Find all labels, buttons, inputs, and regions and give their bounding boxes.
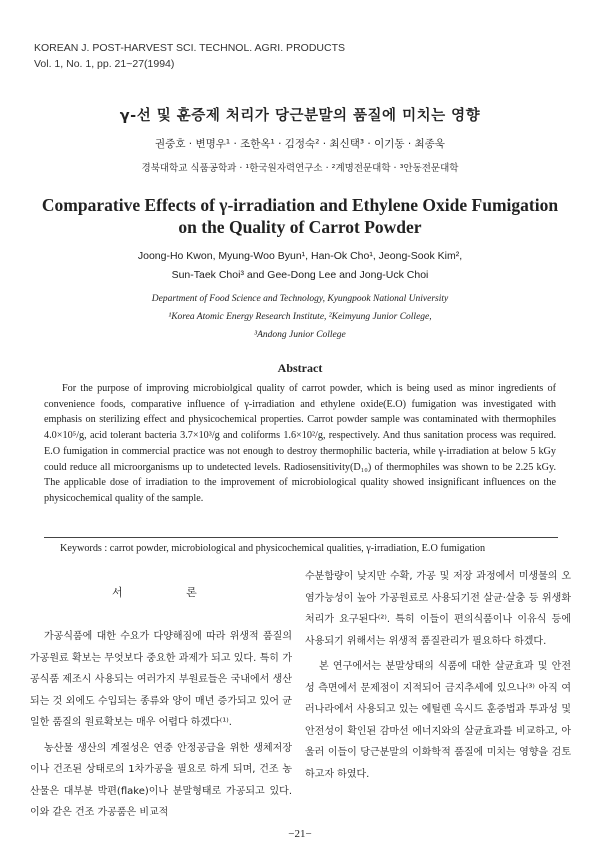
english-affil-line3: ³Andong Junior College [254, 330, 346, 340]
body-paragraph: 수분함량이 낮지만 수확, 가공 및 저장 과정에서 미생물의 오염가능성이 높아 가공원료로 사용되기전 살균·살충 등 위생화 처리가 요구된다⁽²⁾. 특히 이들이 편의식품이나 이유식 등에 사용되기 위해서는 위생적 품질관리가 필요하다 하겠다. [305, 571, 571, 647]
body-paragraph: 본 연구에서는 분말상태의 식품에 대한 살균효과 및 안전성 측면에서 문제점이 지적되어 금지추세에 있으나⁽³⁾ 아직 여러나라에서 사용되고 있는 에틸렌 옥시드 훈증법과 투과성 및 안전성이 확인된 감마선 에너지와의 살균효과를 비교하고, 아울러 이들이 당근분말의 이화학적 품질에 미치는 영향을 검토하고자 하였다. [305, 661, 571, 780]
body-column-right [305, 566, 571, 785]
abstract-heading: Abstract [277, 361, 323, 375]
english-title [40, 194, 560, 238]
korean-affiliations: 경북대학교 식품공학과 · ¹한국원자력연구소 · ²계명전문대학 · ³안동전문대학 [141, 163, 459, 174]
journal-name: KOREAN J. POST-HARVEST SCI. TECHNOL. AGRI. PRODUCTS [34, 42, 345, 54]
english-affiliations [0, 290, 600, 344]
page-number: −21− [288, 828, 312, 840]
body-column-left [30, 626, 292, 824]
journal-volume: Vol. 1, No. 1, pp. 21~27(1994) [34, 58, 175, 70]
journal-header [34, 40, 345, 72]
keywords: Keywords : carrot powder, microbiological and physicochemical qualities, γ-irradiation, E.O fumigation [60, 543, 486, 554]
keywords-divider [44, 537, 558, 538]
body-paragraph: 농산물 생산의 계절성은 연중 안정공급을 위한 생체저장이나 건조된 상태로의 1차가공을 필요로 하게 되며, 건조 농산물은 대부분 박편(flake)이나 분말형태로 가공되고 있다. 이와 같은 건조 가공품은 비교적 [30, 742, 292, 818]
abstract-text: For the purpose of improving microbiolgical quality of carrot powder, which is being used as minor ingredients of convenience foods, comparative influence of γ-irradiation and ethylene oxide(E.O) fumigation was investigated with emphasis on sterilizing effect and physicochemical properties. Carrot powder sample was contaminated with thermophiles 4.0×10⁵/g, acid tolerant bacteria 3.7×10³/g and coliforms 1.6×10²/g, respectively. And thus sanitation process was required. E.O fumigation in commercial practice was not enough to destroy thermophilic bacteria, while γ-irradiation at below 5 kGy could reduce all microorganisms up to undetected levels. Radiosensitivity(D₁₀) of thermophiles was shown to be 2.25 kGy. The applicable dose of irradiation to the improvement of microbiological quality showed insignificant influences on the physicochemical quality of the sample. [44, 383, 556, 504]
english-title-line2: on the Quality of Carrot Powder [178, 217, 422, 237]
english-authors [0, 247, 600, 285]
english-title-line1: Comparative Effects of γ-irradiation and Ethylene Oxide Fumigation [41, 195, 559, 215]
korean-authors: 권중호 · 변명우¹ · 조한옥¹ · 김정숙² · 최신택³ · 이기동 · 최종욱 [155, 138, 445, 150]
section-heading-introduction: 서 론 [112, 586, 227, 599]
english-authors-line2: Sun-Taek Choi³ and Gee-Dong Lee and Jong-Uck Choi [171, 269, 429, 281]
english-affil-line2: ¹Korea Atomic Energy Research Institute, ²Keimyung Junior College, [168, 312, 432, 322]
body-paragraph: 가공식품에 대한 수요가 다양해짐에 따라 위생적 품질의 가공원료 확보는 무엇보다 중요한 과제가 되고 있다. 특히 가공식품 제조시 사용되는 여러가지 부원료들은 국내에서 생산되는 것 외에도 수입되는 종류와 양이 매년 증가되고 있어 균일한 품질의 원료확보는 매우 어렵다 하겠다⁽¹⁾. [30, 631, 292, 728]
english-authors-line1: Joong-Ho Kwon, Myung-Woo Byun¹, Han-Ok Cho¹, Jeong-Sook Kim², [137, 250, 463, 262]
korean-title: γ-선 및 훈증제 처리가 당근분말의 품질에 미치는 영향 [119, 108, 481, 124]
english-affil-line1: Department of Food Science and Technology, Kyungpook National University [151, 294, 449, 304]
